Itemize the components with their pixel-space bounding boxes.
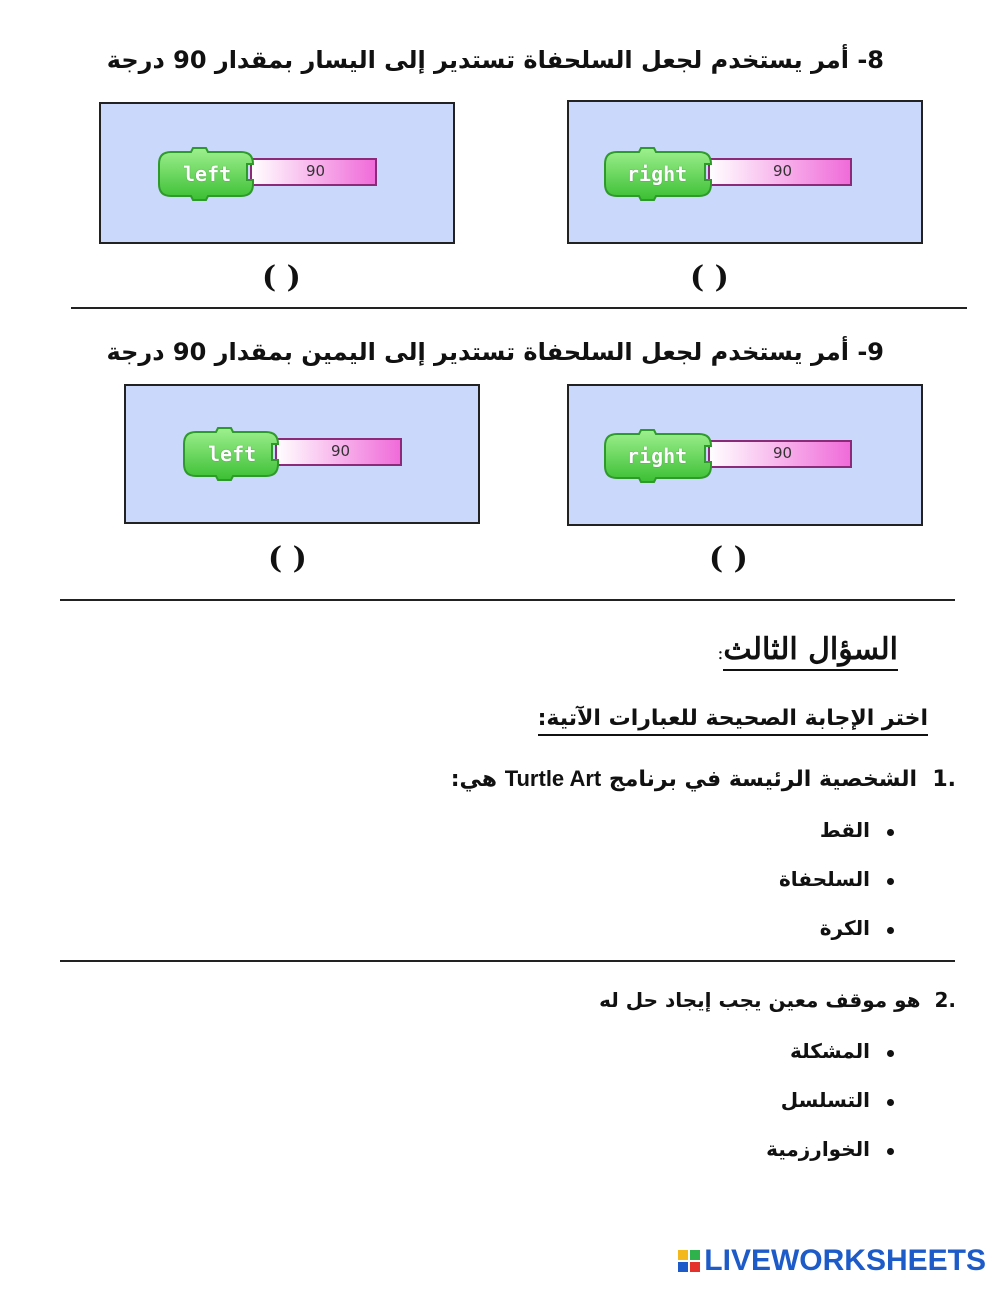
- section3-heading-text: السؤال الثالث: [723, 632, 898, 671]
- bullet-icon: [887, 927, 894, 934]
- divider-3: [60, 960, 955, 962]
- left-turtle-block-icon: [126, 386, 478, 522]
- q8-panel-right-block[interactable]: [567, 100, 923, 244]
- left-turtle-block-icon: [101, 104, 453, 242]
- q8-answer-right[interactable]: ( ): [690, 260, 729, 295]
- section3-heading-colon: :: [717, 643, 724, 664]
- divider-2: [60, 599, 955, 601]
- divider-1: [71, 307, 967, 309]
- q8-answer-left[interactable]: ( ): [262, 260, 301, 295]
- q9-right-block-value: 90: [773, 444, 793, 462]
- question1: [451, 766, 956, 792]
- question1-text-before: الشخصية الرئيسة في برنامج: [601, 767, 917, 792]
- q9-answer-right[interactable]: ( ): [709, 541, 748, 576]
- question2: [599, 988, 956, 1012]
- right-turtle-block-icon: [569, 102, 921, 242]
- question1-option-3[interactable]: الكرة: [819, 916, 870, 940]
- question1-number: .1: [932, 767, 956, 792]
- question2-text: هو موقف معين يجب إيجاد حل له: [599, 988, 921, 1012]
- liveworksheets-logo-text: LIVEWORKSHEETS: [704, 1244, 986, 1277]
- q9-answer-left[interactable]: ( ): [268, 541, 307, 576]
- section3-heading: [717, 632, 898, 667]
- q8-title: 8- أمر يستخدم لجعل السلحفاة تستدير إلى اليسار بمقدار 90 درجة: [106, 46, 884, 74]
- q8-left-block-value: 90: [306, 162, 326, 180]
- section3-instruction-text: اختر الإجابة الصحيحة للعبارات الآتية:: [538, 706, 928, 736]
- right-turtle-block-icon: [569, 386, 921, 524]
- q9-title: 9- أمر يستخدم لجعل السلحفاة تستدير إلى اليمين بمقدار 90 درجة: [106, 338, 884, 366]
- question2-number: .2: [934, 988, 956, 1012]
- q9-panel-right-block[interactable]: [567, 384, 923, 526]
- q9-panel-left-block[interactable]: [124, 384, 480, 524]
- bullet-icon: [887, 1099, 894, 1106]
- q8-panel-left-block[interactable]: [99, 102, 455, 244]
- question1-brand: Turtle Art: [504, 766, 602, 791]
- bullet-icon: [887, 878, 894, 885]
- question1-option-2[interactable]: السلحفاة: [778, 867, 870, 891]
- question2-option-3[interactable]: الخوارزمية: [766, 1137, 870, 1161]
- section3-instruction: [538, 706, 928, 731]
- bullet-icon: [887, 829, 894, 836]
- bullet-icon: [887, 1148, 894, 1155]
- q9-left-block-label: left: [208, 442, 257, 466]
- liveworksheets-logo[interactable]: [678, 1244, 986, 1278]
- q8-right-block-label: right: [627, 162, 688, 186]
- q8-right-block-value: 90: [773, 162, 793, 180]
- q8-left-block-label: left: [183, 162, 232, 186]
- liveworksheets-logo-icon: [678, 1250, 700, 1272]
- question1-text-after: هي:: [450, 767, 505, 792]
- q9-left-block-value: 90: [331, 442, 351, 460]
- question1-option-1[interactable]: القط: [819, 818, 870, 842]
- bullet-icon: [887, 1050, 894, 1057]
- question2-option-1[interactable]: المشكلة: [789, 1039, 870, 1063]
- q9-right-block-label: right: [627, 444, 688, 468]
- question2-option-2[interactable]: التسلسل: [780, 1088, 870, 1112]
